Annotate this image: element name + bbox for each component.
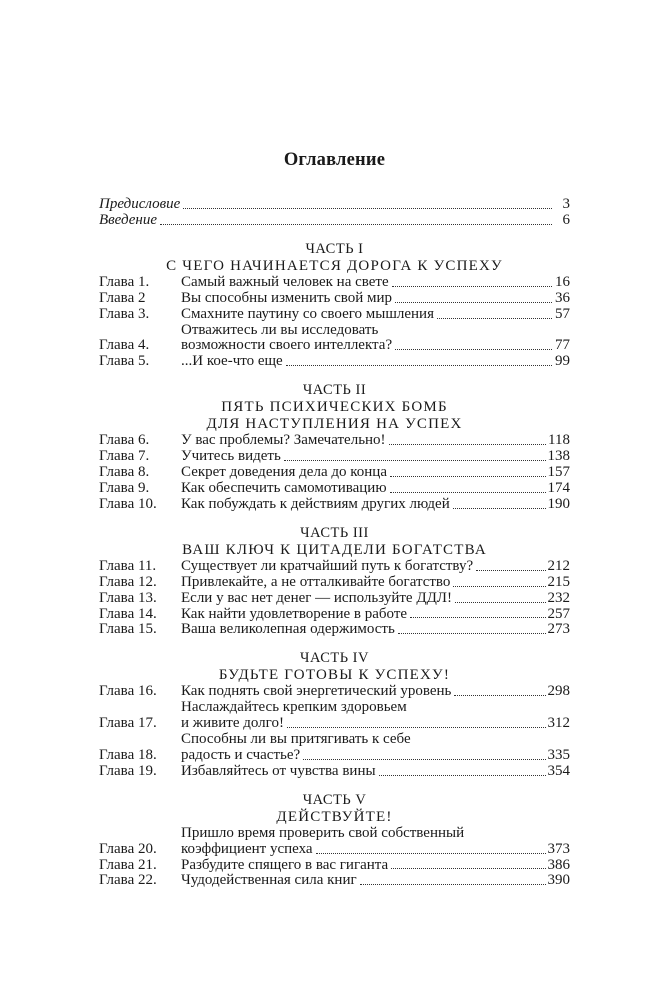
toc-entry[interactable] [99,291,570,307]
entry-title-line: У вас проблемы? Замечательно! [181,432,386,449]
dot-leader [454,695,545,696]
dot-leader [455,602,546,603]
toc-entry[interactable] [99,826,570,858]
dot-leader [316,853,546,854]
entry-title-last-line [181,842,570,858]
entry-title-last-line [181,481,570,497]
toc-entry[interactable] [99,197,570,213]
entry-title-last-line [181,291,570,307]
entry-title [181,732,570,764]
entry-title [99,213,554,229]
toc-entry[interactable] [99,275,570,291]
entry-title-line: Отважитесь ли вы исследовать [181,321,379,338]
chapter-number: Глава 14. [99,605,157,622]
entry-title-last-line [181,748,570,764]
toc-entry[interactable] [99,433,570,449]
entry-title-last-line [181,465,570,481]
part-title: С ЧЕГО НАЧИНАЕТСЯ ДОРОГА К УСПЕХУ [166,257,503,274]
entry-title-line: Привлекайте, а не отталкивайте богатство [181,573,451,590]
entry-title-line: Самый важный человек на свете [181,273,389,290]
entry-title-line: Разбудите спящего в вас гиганта [181,856,389,873]
part-title: ДЛЯ НАСТУПЛЕНИЯ НА УСПЕХ [206,416,463,433]
page-number: 157 [547,464,570,481]
chapter-number: Глава 17. [99,715,157,732]
dot-leader [395,349,552,350]
chapter-number: Глава 2 [99,289,146,306]
page-title: Оглавление [283,150,386,170]
page-number: 3 [562,196,570,212]
chapter-number: Глава 15. [99,621,157,638]
chapter-number: Глава 11. [99,557,157,574]
entry-title-last-line [181,354,570,370]
entry-title-line: Смахните паутину со своего мышления [181,305,434,322]
dot-leader [437,318,552,319]
page-number: 212 [547,557,570,574]
entry-title [181,559,570,575]
entry-title-last-line [181,622,570,638]
dot-leader [183,208,552,209]
part-section [99,792,570,890]
entry-title [181,497,570,513]
page-number: 138 [547,448,570,465]
page-number: 373 [547,840,570,857]
part-heading [99,241,570,275]
dot-leader [389,444,546,445]
dot-leader [379,775,546,776]
entry-title [181,307,570,323]
page-number: 232 [547,589,570,606]
entry-title-last-line [181,449,570,465]
toc-entry[interactable] [99,481,570,497]
chapter-number: Глава 4. [99,337,150,354]
toc-entry[interactable] [99,684,570,700]
page-number: 77 [555,337,570,354]
entry-title-line: Избавляйтесь от чувства вины [181,762,376,779]
page-number: 174 [547,479,570,496]
page-number: 215 [547,573,570,590]
dot-leader [287,727,546,728]
part-title: ВАШ КЛЮЧ К ЦИТАДЕЛИ БОГАТСТВА [182,541,487,558]
entry-title-line: Как обеспечить самомотивацию [181,479,387,496]
toc-entry[interactable] [99,449,570,465]
entry-title-line: Вы способны изменить свой мир [181,289,393,306]
chapter-number: Глава 8. [99,464,150,481]
toc-entry[interactable] [99,307,570,323]
entry-title [181,873,570,889]
entry-title-line: возможности своего интеллекта? [181,337,393,354]
part-heading [99,792,570,826]
entry-title-last-line [181,559,570,575]
page-number: 354 [547,762,570,779]
page-number: 312 [547,715,570,732]
entry-title [181,465,570,481]
chapter-number: Глава 16. [99,683,157,700]
chapter-number: Глава 18. [99,746,157,763]
page-number: 190 [547,495,570,512]
entry-title [181,354,570,370]
toc-entry[interactable] [99,700,570,732]
entry-title-last-line [181,873,570,889]
page-number: 16 [555,273,570,290]
chapter-number: Глава 1. [99,273,150,290]
dot-leader [360,884,546,885]
page-number: 335 [547,746,570,763]
entry-title-line: Секрет доведения дела до конца [181,464,387,481]
chapter-number: Глава 22. [99,872,157,889]
entry-title-line: Пришло время проверить свой собственный [181,824,465,841]
part-section [99,241,570,370]
entry-title-text: Предисловие [99,196,181,212]
toc-entry[interactable] [99,213,570,229]
toc-entry[interactable] [99,732,570,764]
toc-entry[interactable] [99,497,570,513]
entry-title [181,449,570,465]
entry-title-last-line [181,684,570,700]
toc-entry[interactable] [99,323,570,355]
toc-entry[interactable] [99,575,570,591]
front-matter [99,197,570,229]
entry-title-line: Учитесь видеть [181,448,281,465]
entry-title-line: Как побуждать к действиям других людей [181,495,450,512]
dot-leader [286,365,552,366]
dot-leader [398,633,546,634]
chapter-number: Глава 21. [99,856,157,873]
chapter-number: Глава 6. [99,432,150,449]
entry-title-line: радость и счастье? [181,746,301,763]
entry-title-line: Чудодейственная сила книг [181,872,357,889]
toc-entry[interactable] [99,764,570,780]
page-number: 273 [547,621,570,638]
part-section [99,525,570,639]
entry-title-last-line [181,307,570,323]
dot-leader [453,586,545,587]
part-number: ЧАСТЬ III [300,524,369,541]
entry-title-last-line [181,433,570,449]
entry-title [181,764,570,780]
page-number: 257 [547,605,570,622]
chapter-number: Глава 9. [99,479,150,496]
entry-title-line: Ваша великолепная одержимость [181,621,395,638]
entry-title [181,858,570,874]
parts-list [99,241,570,890]
part-number: ЧАСТЬ I [305,240,364,257]
dot-leader [390,492,546,493]
dot-leader [160,224,552,225]
entry-title [181,607,570,623]
entry-title-line: коэффициент успеха [181,840,313,857]
page-number: 118 [548,432,570,449]
chapter-number: Глава 12. [99,573,157,590]
entry-title-last-line [181,591,570,607]
page-number: 36 [555,289,570,306]
toc-entry[interactable] [99,622,570,638]
dot-leader [284,460,546,461]
page-number: 6 [562,211,570,228]
part-title: ПЯТЬ ПСИХИЧЕСКИХ БОМБ [221,399,448,416]
toc-entry[interactable] [99,873,570,889]
entry-title-last-line [181,858,570,874]
page-number: 386 [547,856,570,873]
part-number: ЧАСТЬ II [302,382,367,399]
part-title: ДЕЙСТВУЙТЕ! [276,808,393,825]
chapter-number: Глава 10. [99,495,157,512]
entry-title [181,291,570,307]
entry-title [181,275,570,291]
chapter-number: Глава 5. [99,353,150,370]
dot-leader [392,286,552,287]
dot-leader [303,759,545,760]
toc-entry[interactable] [99,858,570,874]
chapter-number: Глава 3. [99,305,150,322]
entry-title-line: ...И кое-что еще [181,353,283,370]
toc-entry[interactable] [99,354,570,370]
entry-title-last-line [181,575,570,591]
dot-leader [390,476,546,477]
chapter-number: Глава 7. [99,448,150,465]
toc-entry[interactable] [99,465,570,481]
entry-title-last-line [181,275,570,291]
entry-title-last-line [181,764,570,780]
chapter-number: Глава 20. [99,840,157,857]
toc-entry[interactable] [99,559,570,575]
dot-leader [395,302,552,303]
entry-title [181,622,570,638]
dot-leader [476,570,545,571]
entry-title [99,197,554,213]
part-title: БУДЬТЕ ГОТОВЫ К УСПЕХУ! [218,667,451,684]
entry-title-last-line [181,497,570,513]
dot-leader [410,617,545,618]
entry-title [181,481,570,497]
page-number: 390 [547,872,570,889]
page-number: 57 [555,305,570,322]
page-number: 99 [555,353,570,370]
entry-title [181,591,570,607]
entry-title [181,575,570,591]
dot-leader [391,868,545,869]
entry-title-line: Существует ли кратчайший путь к богатству? [181,557,474,574]
toc-entry[interactable] [99,607,570,623]
page-number: 298 [547,683,570,700]
part-heading [99,650,570,684]
toc-entry[interactable] [99,591,570,607]
entry-title-text: Введение [99,211,157,228]
chapter-number: Глава 13. [99,589,157,606]
entry-title-last-line [181,607,570,623]
entry-title [181,323,570,355]
entry-title-last-line [181,338,570,354]
entry-title-line: Как найти удовлетворение в работе [181,605,408,622]
entry-title-line: Если у вас нет денег — используйте ДДЛ! [181,589,452,606]
entry-title-line: и живите долго! [181,715,284,732]
entry-title-last-line [181,716,570,732]
entry-title [181,433,570,449]
part-heading [99,525,570,559]
entry-title-line: Как поднять свой энергетический уровень [181,683,452,700]
entry-title [181,826,570,858]
entry-title [181,700,570,732]
chapter-number: Глава 19. [99,762,157,779]
part-section [99,382,570,513]
entry-title-line: Наслаждайтесь крепким здоровьем [181,699,407,716]
part-number: ЧАСТЬ V [302,791,367,808]
entry-title [181,684,570,700]
part-number: ЧАСТЬ IV [300,650,369,667]
entry-title-line: Способны ли вы притягивать к себе [181,731,411,748]
part-section [99,650,570,779]
table-of-contents [99,150,570,891]
dot-leader [453,508,546,509]
part-heading [99,382,570,433]
